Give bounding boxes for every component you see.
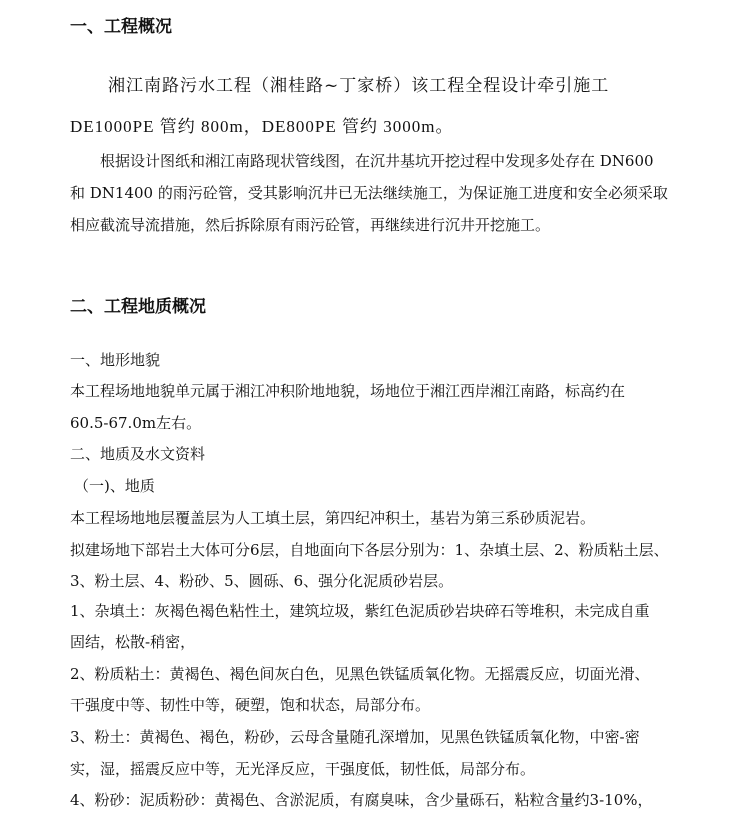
overview-paragraph-line: 相应截流导流措施，然后拆除原有雨污砼管，再继续进行沉井开挖施工。 [70,216,551,234]
section-heading-overview: 一、工程概况 [70,17,172,37]
geology-line: 1、杂填土：灰褐色褐色粘性土，建筑垃圾，紫红色泥质砂岩块碎石等堆积，未完成自重 [70,602,650,620]
geology-line: 60.5-67.0m左右。 [70,414,202,432]
geology-line: 4、粉砂：泥质粉砂：黄褐色、含淤泥质，有腐臭味，含少量砾石，粘粒含量约3-10%， [70,791,653,809]
geology-line: 3、粉土层、4、粉砂、5、圆砾、6、强分化泥质砂岩层。 [70,572,454,590]
geology-line: 本工程场地地貌单元属于湘江冲积阶地地貌，场地位于湘江西岸湘江南路，标高约在 [70,382,626,400]
geology-line: （一)、地质 [74,477,155,495]
geology-line: 3、粉土：黄褐色、褐色，粉砂，云母含量随孔深增加，见黑色铁锰质氧化物，中密-密 [70,728,640,746]
geology-line: 本工程场地地层覆盖层为人工填土层，第四纪冲积土，基岩为第三系砂质泥岩。 [70,509,596,527]
geology-line: 一、地形地貌 [70,351,161,369]
geology-line: 干强度中等、韧性中等，硬塑，饱和状态，局部分布。 [70,696,431,714]
geology-line: 实，湿，摇震反应中等，无光泽反应，干强度低，韧性低，局部分布。 [70,760,536,778]
geology-line: 拟建场地下部岩土大体可分6层，自地面向下各层分别为：1、杂填土层、2、粉质粘土层、 [70,541,669,559]
overview-paragraph-line: 和 DN1400 的雨污砼管，受其影响沉井已无法继续施工，为保证施工进度和安全必须采取 [70,184,668,202]
geology-line: 二、地质及水文资料 [70,445,206,463]
overview-paragraph-line: 根据设计图纸和湘江南路现状管线图，在沉井基坑开挖过程中发现多处存在 DN600 [100,152,654,170]
overview-paragraph-line: DE1000PE 管约 800m，DE800PE 管约 3000m。 [70,117,454,136]
overview-paragraph-line: 湘江南路污水工程（湘桂路~丁家桥）该工程全程设计牵引施工 [108,76,610,96]
section-heading-geology: 二、工程地质概况 [70,297,206,317]
geology-line: 2、粉质粘土：黄褐色、褐色间灰白色，见黑色铁锰质氧化物。无摇震反应，切面光滑、 [70,665,650,683]
geology-line: 固结，松散-稍密， [70,633,196,651]
